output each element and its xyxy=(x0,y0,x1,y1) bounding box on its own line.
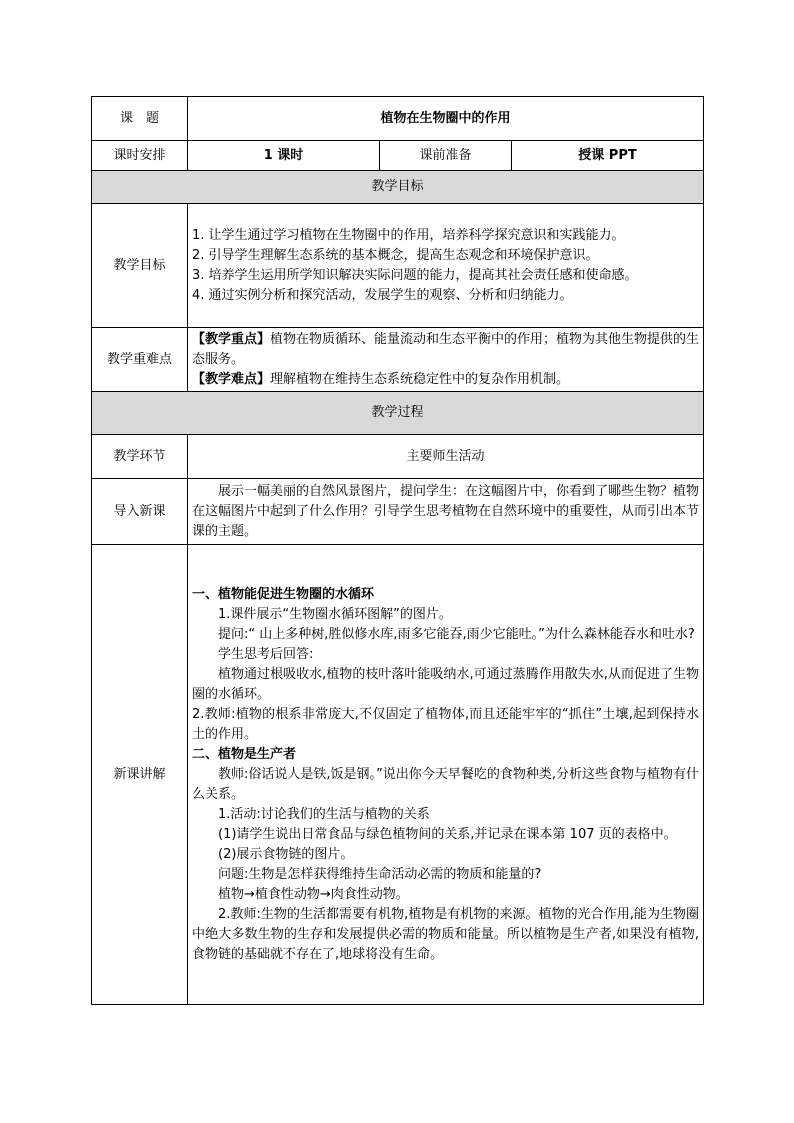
lecture-paragraph: 1.活动:讨论我们的生活与植物的关系 xyxy=(218,806,430,822)
lecture-row xyxy=(92,545,704,1005)
topic-row xyxy=(92,97,704,141)
objectives-content xyxy=(188,204,704,328)
lesson-plan-table xyxy=(91,96,704,1005)
process-section-title: 教学过程 xyxy=(92,392,704,435)
lecture-label: 新课讲解 xyxy=(92,545,188,1005)
objective-item: 3. 培养学生运用所学知识解决实际问题的能力，提高其社会责任感和使命感。 xyxy=(192,267,638,283)
prep-label: 课前准备 xyxy=(380,141,512,171)
lecture-paragraph: 教师:俗话说人是铁,饭是钢。”说出你今天早餐吃的食物种类,分析这些食物与植物有什么关系。 xyxy=(192,766,700,802)
key-points-content xyxy=(188,328,704,392)
lecture-paragraph: (1)请学生说出日常食品与绿色植物间的关系,并记录在课本第 107 页的表格中。 xyxy=(218,826,677,842)
lecture-heading: 二、植物是生产者 xyxy=(192,746,297,762)
objectives-section-row xyxy=(92,171,704,204)
difficulty-tag: 【教学难点】 xyxy=(192,371,271,387)
schedule-label: 课时安排 xyxy=(92,141,188,171)
lecture-paragraph: 2.教师:植物的根系非常庞大,不仅固定了植物体,而且还能牢牢的“抓住”土壤,起到保持水土的作用。 xyxy=(192,706,700,742)
process-header-row xyxy=(92,435,704,479)
schedule-row xyxy=(92,141,704,171)
intro-text: 展示一幅美丽的自然风景图片，提问学生：在这幅图片中，你看到了哪些生物？植物在这幅图片中起到了什么作用？引导学生思考植物在自然环境中的重要性，从而引出本节课的主题。 xyxy=(192,483,700,539)
teaching-difficulty xyxy=(192,370,699,390)
lecture-paragraph: 提问:“ 山上多种树,胜似修水库,雨多它能吞,雨少它能吐。”为什么森林能吞水和吐水? xyxy=(218,626,695,642)
stage-header: 教学环节 xyxy=(92,435,188,479)
key-points-label: 教学重难点 xyxy=(92,328,188,392)
lecture-paragraph: 2.教师:生物的生活都需要有机物,植物是有机物的来源。植物的光合作用,能为生物圈中绝大多数生物的生存和发展提供必需的物质和能量。所以植物是生产者,如果没有植物,食物链的基础就不存在了,地球将没有生命。 xyxy=(192,906,700,962)
prep-value: 授课 PPT xyxy=(512,141,704,171)
objectives-row xyxy=(92,204,704,328)
focus-text: 植物在物质循环、能量流动和生态平衡中的作用；植物为其他生物提供的生态服务。 xyxy=(192,331,700,367)
activity-header: 主要师生活动 xyxy=(188,435,704,479)
objective-item: 1. 让学生通过学习植物在生物圈中的作用，培养科学探究意识和实践能力。 xyxy=(192,227,625,243)
process-section-row xyxy=(92,392,704,435)
lecture-content xyxy=(188,545,704,1005)
objectives-label: 教学目标 xyxy=(92,204,188,328)
schedule-value: 1 课时 xyxy=(188,141,380,171)
objective-item: 4. 通过实例分析和探究活动，发展学生的观察、分析和归纳能力。 xyxy=(192,287,573,303)
intro-label: 导入新课 xyxy=(92,479,188,545)
focus-tag: 【教学重点】 xyxy=(192,331,271,347)
lesson-title: 植物在生物圈中的作用 xyxy=(188,97,704,141)
lecture-paragraph: 问题:生物是怎样获得维持生命活动必需的物质和能量的? xyxy=(218,866,542,882)
difficulty-text: 理解植物在维持生态系统稳定性中的复杂作用机制。 xyxy=(270,371,570,387)
lecture-paragraph: (2)展示食物链的图片。 xyxy=(218,846,354,862)
lecture-paragraph: 1.课件展示“生物圈水循环图解”的图片。 xyxy=(218,606,452,622)
teaching-focus xyxy=(192,330,699,370)
objectives-section-title: 教学目标 xyxy=(92,171,704,204)
topic-label: 课 题 xyxy=(92,97,188,141)
intro-row xyxy=(92,479,704,545)
objective-item: 2. 引导学生理解生态系统的基本概念，提高生态观念和环境保护意识。 xyxy=(192,247,599,263)
lecture-paragraph: 植物→植食性动物→肉食性动物。 xyxy=(218,886,409,902)
lecture-paragraph: 植物通过根吸收水,植物的枝叶落叶能吸纳水,可通过蒸腾作用散失水,从而促进了生物圈的水循环。 xyxy=(192,666,700,702)
lecture-heading: 一、植物能促进生物圈的水循环 xyxy=(192,586,375,602)
lecture-paragraph: 学生思考后回答: xyxy=(218,646,314,662)
intro-content xyxy=(188,479,704,545)
key-points-row xyxy=(92,328,704,392)
